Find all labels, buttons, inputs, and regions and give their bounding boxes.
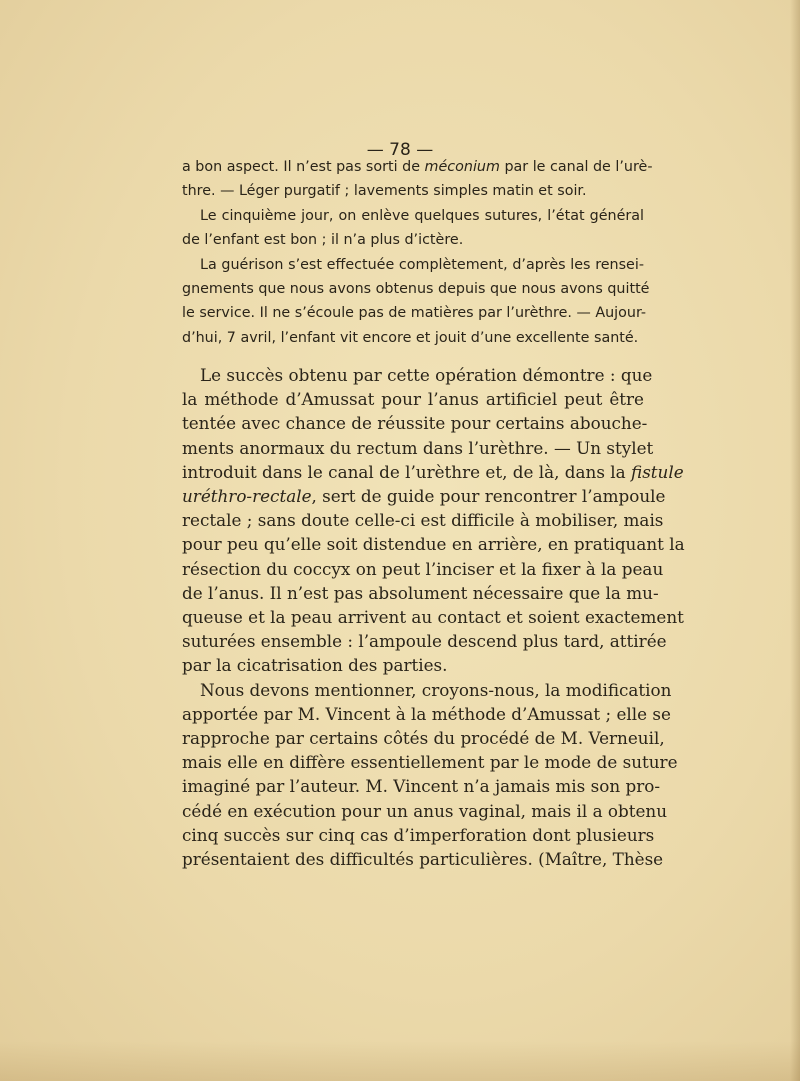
text-line: de l’anus. Il n’est pas absolument nécessaire que la mu- — [182, 582, 659, 603]
text-line: La guérison s’est effectuée complètement, d’après les rensei- — [200, 256, 644, 273]
text-line: ments anormaux du rectum dans l’urèthre. — Un stylet — [182, 437, 654, 458]
text-line: cinq succès sur cinq cas d’imperforation dont plusieurs — [182, 824, 655, 845]
text-line: introduit dans le canal de l’urèthre et, de là, dans la fistule — [182, 461, 684, 482]
text-line: Le succès obtenu par cette opération démontre : que — [200, 365, 653, 385]
text-line: Nous devons mentionner, croyons-nous, la modification — [200, 679, 672, 700]
case-report-text — [182, 155, 653, 350]
text-line: suturées ensemble : l’ampoule descend plus tard, attirée — [182, 631, 667, 652]
page-bottom-shade — [0, 1041, 800, 1081]
text-line: le service. Il ne s’écoule pas de matières par l’urèthre. — Aujour- — [182, 305, 647, 322]
text-line: pour peu qu’elle soit distendue en arrière, en pratiquant la — [182, 534, 685, 555]
text-line: par la cicatrisation des parties. — [182, 655, 448, 676]
text-line: gnements que nous avons obtenus depuis que nous avons quitté — [182, 281, 650, 298]
text-line: d’hui, 7 avril, l’enfant vit encore et jouit d’une excellente santé. — [182, 329, 639, 346]
text-line: Le cinquième jour, on enlève quelques sutures, l’état général — [200, 207, 644, 224]
text-line: mais elle en diffère essentiellement par le mode de suture — [182, 752, 678, 773]
text-line: rectale ; sans doute celle-ci est difficile à mobiliser, mais — [182, 510, 664, 531]
text-line: tentée avec chance de réussite pour certains abouche- — [182, 413, 648, 434]
text-line: thre. — Léger purgatif ; lavements simples matin et soir. — [182, 183, 587, 200]
text-line: a bon aspect. Il n’est pas sorti de méconium par le canal de l’urè- — [182, 159, 653, 175]
text-line: de l’enfant est bon ; il n’a plus d’ictère. — [182, 232, 464, 249]
discussion-text — [182, 363, 685, 871]
text-line: apportée par M. Vincent à la méthode d’Amussat ; elle se — [182, 703, 671, 724]
text-line: présentaient des difficultés particulières. (Maître, Thèse — [182, 849, 664, 870]
text-line: uréthro-rectale, sert de guide pour rencontrer l’ampoule — [182, 486, 666, 507]
italic-term: méconium — [424, 159, 500, 175]
text-line: imaginé par l’auteur. M. Vincent n’a jamais mis son pro- — [182, 776, 661, 797]
text-line: queuse et la peau arrivent au contact et soient exactement — [182, 607, 684, 628]
text-line: cédé en exécution pour un anus vaginal, mais il a obtenu — [182, 800, 668, 821]
italic-term: fistule — [631, 461, 684, 482]
text-line: rapproche par certains côtés du procédé de M. Verneuil, — [182, 728, 665, 749]
text-line: résection du coccyx on peut l’inciser et la fixer à la peau — [182, 558, 664, 579]
page-edge-shadow — [790, 0, 800, 1081]
text-line: la méthode d’Amussat pour l’anus artificiel peut être — [182, 389, 644, 410]
page-number: — 78 — — [366, 140, 434, 160]
italic-term: uréthro-rectale — [182, 486, 312, 507]
